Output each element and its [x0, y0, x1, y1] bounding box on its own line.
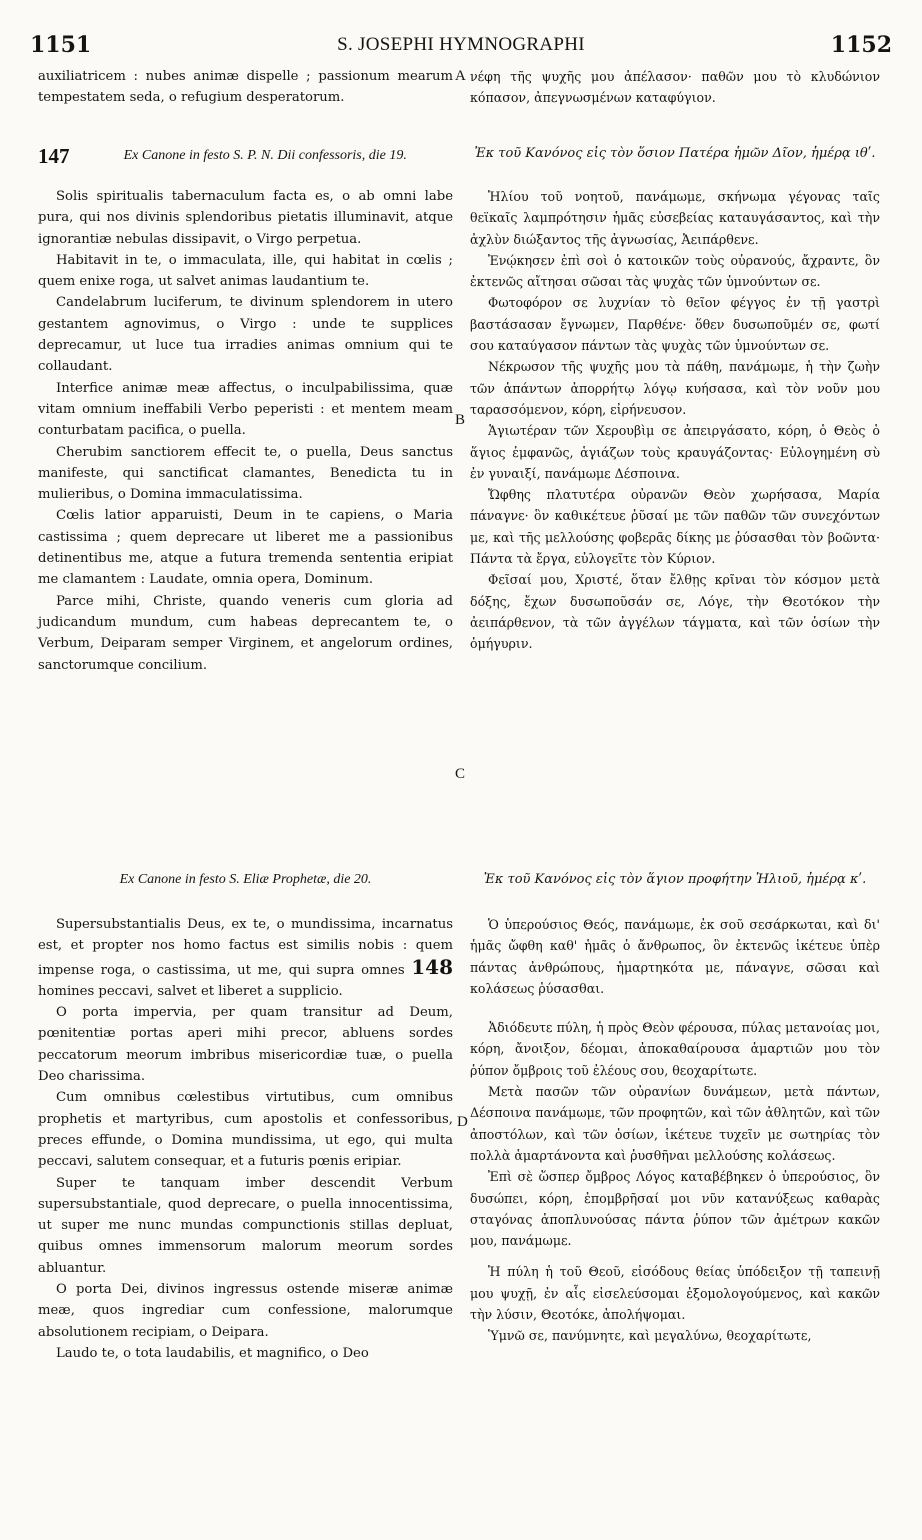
greek-column [470, 66, 880, 1520]
latin-paragraph: Super te tanquam imber descendit Verbum supersubstantiale, quod deprecare, o puella innocentissima, ut super me nunc mundas compunctionis stillas depluat, quibus omnes immensorum malorum meorum sordes abluantur. [38, 1175, 453, 1276]
section-number-147: 147 [38, 144, 70, 168]
left-column-number: 1151 [30, 32, 92, 58]
running-header [30, 32, 892, 60]
greek-paragraph: Ὁ ὑπερούσιος Θεός, πανάμωμε, ἐκ σοῦ σεσάρκωται, καὶ δι' ἡμᾶς ὤφθη καθ' ἡμᾶς ὁ ἄνθρωπος, ὃν ἐκτενῶς ἱκέτευε ὑπὲρ πάντας ἀνθρώπους, ἡμαρτηκότα με, πάναγνε, σῶσαι καὶ κολάσεως ῥύσασθαι. [470, 917, 880, 996]
greek-paragraph: Ἡ πύλη ἡ τοῦ Θεοῦ, εἰσόδους θείας ὑπόδειξον τῇ ταπεινῇ μου ψυχῇ, ἐν αἷς εἰσελεύσομαι ἐξομολογούμενος, καὶ κακῶν τὴν λύσιν, Θεοτόκε, ἀπολήψομαι. [470, 1264, 880, 1323]
greek-intro: νέφη τῆς ψυχῆς μου ἀπέλασον· παθῶν μου τὸ κλυδώνιον κόπασον, ἀπεγνωσμένων καταφύγιον. [470, 69, 880, 106]
section-marker-c: C [455, 766, 466, 782]
greek-paragraph: Φεῖσαί μου, Χριστέ, ὅταν ἔλθῃς κρῖναι τὸν κόσμον μετὰ δόξης, ἔχων δυσωποῦσάν σε, Λόγε, τὴν Θεοτόκον τὴν ἀειπάρθενον, τὰ τῶν ἀγγέλων τάγματα, καὶ τῶν ὁσίων τὴν ὁμήγυριν. [470, 572, 880, 652]
section-number-148: 148 [411, 954, 453, 979]
latin-intro: auxiliatricem : nubes animæ dispelle ; passionum mearum tempestatem seda, o refugium desperatorum. [38, 69, 453, 106]
running-title: S. JOSEPHI HYMNOGRAPHI [337, 34, 585, 55]
greek-heading-2: Ἐκ τοῦ Κανόνος εἰς τὸν ἅγιον προφήτην Ἠλιοῦ, ἡμέρᾳ κʹ. [483, 872, 867, 887]
greek-paragraph: Ἐνῴκησεν ἐπὶ σοὶ ὁ κατοικῶν τοὺς οὐρανούς, ἄχραντε, ὃν ἐκτενῶς αἴτησαι σῶσαι τὰς ψυχὰς τῶν ὑμνούντων σε. [470, 252, 880, 290]
latin-paragraph: O porta impervia, per quam transitur ad Deum, pœnitentiæ portas aperi mihi precor, abluens sordes peccatorum meorum imbribus misericordiæ tuæ, o puella Deo charissima. [38, 1005, 453, 1085]
greek-paragraph: Νέκρωσον τῆς ψυχῆς μου τὰ πάθη, πανάμωμε, ἡ τὴν ζωὴν τῶν ἁπάντων ἀπορρήτῳ λόγῳ κυήσασα, καὶ τὸν νοῦν μου ταρασσόμενον, κόρη, εἰρήνευσον. [470, 359, 880, 417]
latin-column [38, 66, 453, 1520]
right-column-number: 1152 [830, 32, 892, 58]
section-marker-d: D [457, 1114, 468, 1130]
latin-paragraph: Parce mihi, Christe, quando veneris cum gloria ad judicandum mundum, cum habeas deprecantem te, o Verbum, Deiparam semper Virginem, et angelorum ordines, sanctorumque concilium. [38, 593, 453, 673]
section-marker-a: A [455, 68, 466, 84]
latin-paragraph: Supersubstantialis Deus, ex te, o mundissima, incarnatus est, et propter nos homo factus est similis nobis : quem impense roga, o castissima, ut me, qui supra omnes 148 homines peccavi, salvet et liberet a supplicio. [38, 917, 453, 999]
greek-paragraph: Ὤφθης πλατυτέρα οὐρανῶν Θεὸν χωρήσασα, Μαρία πάναγνε· ὃν καθικέτευε ῥῦσαί με τῶν παθῶν τῶν συνεχόντων με, καὶ τῆς μελλούσης φοβερᾶς δίκης με ῥύσασθαι τὸν βοῶντα· Πάντα τὰ ἔργα, εὐλογεῖτε τὸν Κύριον. [470, 487, 880, 567]
latin-paragraph: Cherubim sanctiorem effecit te, o puella, Deus sanctus manifeste, qui sanctificat clamantes, Benedicta tu in mulieribus, o Domina immaculatissima. [38, 444, 453, 503]
latin-heading-2: Ex Canone in festo S. Eliæ Prophetæ, die 20. [119, 872, 372, 887]
greek-paragraph: Ἡλίου τοῦ νοητοῦ, πανάμωμε, σκήνωμα γέγονας ταῖς θεϊκαῖς λαμπρότησιν ἡμᾶς εὐσεβείας καταυγάσαντος, καὶ τὴν ἀχλὺν διώξαντος τῆς ἀγνωσίας, Ἀειπάρθενε. [470, 189, 880, 247]
greek-paragraph: Φωτοφόρον σε λυχνίαν τὸ θεῖον φέγγος ἐν τῇ γαστρὶ βαστάσασαν ἔγνωμεν, Παρθένε· ὅθεν δυσωποῦμέν σε, φωτί σου καταύγασον πάντων τὰς ψυχὰς τῶν ὑμνούντων σε. [470, 295, 880, 354]
latin-paragraph: Cœlis latior apparuisti, Deum in te capiens, o Maria castissima ; quem deprecare ut liberet me a passionibus detinentibus me, atque a futura tremenda sententia eripiat me clamantem : Laudate, omnia opera, Dominum. [38, 508, 453, 588]
latin-paragraph: Candelabrum luciferum, te divinum splendorem in utero gestantem agnovimus, o Virgo : unde te supplices deprecamur, ut luce tua irradies animas omnium qui te collaudant. [38, 295, 453, 375]
latin-heading-1: 147 Ex Canone in festo S. P. N. Dii confessoris, die 19. [38, 144, 407, 168]
greek-paragraph: Ἀδιόδευτε πύλη, ἡ πρὸς Θεὸν φέρουσα, πύλας μετανοίας μοι, κόρη, ἄνοιξον, δέομαι, ἀποκαθαίρουσα ἁμαρτιῶν μου τὸν ῥύπον ὄμβροις τοῦ ἐλέους σου, θεοχαρίτωτε. [470, 1020, 880, 1078]
greek-paragraph: Ἐπὶ σὲ ὥσπερ ὄμβρος Λόγος καταβέβηκεν ὁ ὑπερούσιος, ὃν δυσώπει, κόρη, ἐπομβρῆσαί μοι νῦν κατανύξεως καθαρὰς σταγόνας ἀποπλυνούσας πάντα ῥύπον τῶν ἀμέτρων κακῶν μου, πανάμωμε. [470, 1169, 880, 1249]
latin-paragraph: Habitavit in te, o immaculata, ille, qui habitat in cœlis ; quem enixe roga, ut salvet animas laudantium te. [38, 252, 453, 290]
latin-paragraph: Laudo te, o tota laudabilis, et magnifico, o Deo [56, 1345, 369, 1361]
greek-paragraph: Ἁγιωτέραν τῶν Χερουβὶμ σε ἀπειργάσατο, κόρη, ὁ Θεὸς ὁ ἅγιος ἐμφανῶς, ἁγιάζων τοὺς κραυγάζοντας· Εὐλογημένη σὺ ἐν γυναιξί, πανάμωμε Δέσποινα. [470, 423, 880, 481]
latin-section-147 [38, 146, 453, 166]
greek-paragraph: Ὑμνῶ σε, πανύμνητε, καὶ μεγαλύνω, θεοχαρίτωτε, [488, 1328, 812, 1344]
greek-heading-1: Ἐκ τοῦ Κανόνος εἰς τὸν ὅσιον Πατέρα ἡμῶν Δῖον, ἡμέρᾳ ιθʹ. [474, 146, 876, 161]
latin-paragraph: Cum omnibus cœlestibus virtutibus, cum omnibus prophetis et martyribus, cum apostolis et confessoribus, preces effunde, o Domina mundissima, ut ego, qui multa peccavi, salutem consequar, et a futuris pœnis eripiar. [38, 1090, 453, 1170]
latin-paragraph: O porta Dei, divinos ingressus ostende miseræ animæ meæ, quos ingrediar cum confessione, malorumque absolutionem recipiam, o Deipara. [38, 1282, 453, 1340]
latin-paragraph: Solis spiritualis tabernaculum facta es, o ab omni labe pura, qui nos divinis splendoribus pietatis illuminavit, atque ignorantiæ nebulas dissipavit, o Virgo perpetua. [38, 189, 453, 247]
section-marker-b: B [455, 412, 466, 428]
greek-paragraph: Μετὰ πασῶν τῶν οὐρανίων δυνάμεων, μετὰ πάντων, Δέσποινα πανάμωμε, τῶν προφητῶν, καὶ τῶν ἀθλητῶν, καὶ τῶν ἀποστόλων, καὶ τῶν ὁσίων, ἱκέτευε τυχεῖν με σωτηρίας τὸν πολλὰ ἁμαρτάνοντα καὶ ῥυσθῆναι μελλούσης κολάσεως. [470, 1084, 880, 1163]
latin-paragraph: Interfice animæ meæ affectus, o inculpabilissima, quæ vitam omnium ineffabili Verbo peperisti : et mentem meam conturbatam pacifica, o puella. [38, 380, 453, 439]
